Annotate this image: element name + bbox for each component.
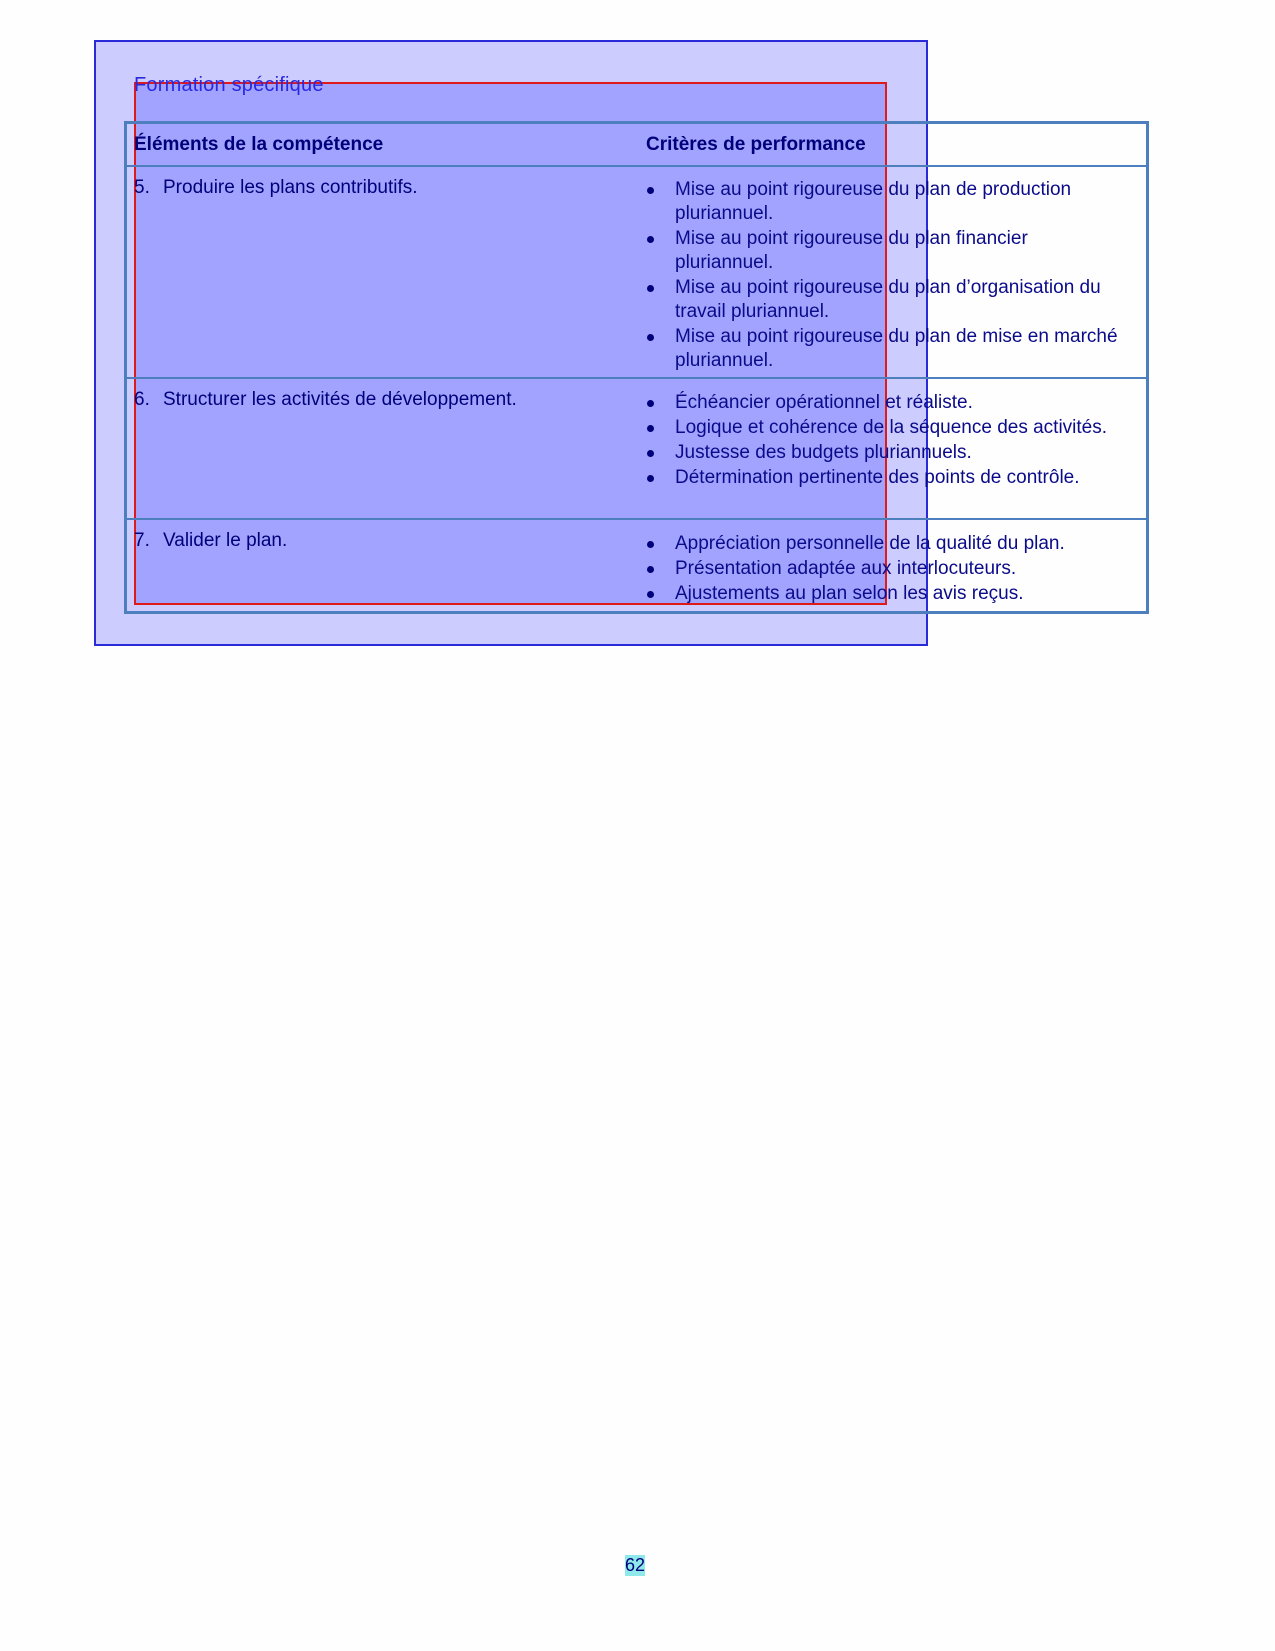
element-text: Valider le plan. xyxy=(163,530,288,551)
criterion-item: Mise au point rigoureuse du plan d’organisation du travail pluriannuel. xyxy=(675,277,1101,322)
element-number: 6. xyxy=(134,389,150,410)
criterion-item: Logique et cohérence de la séquence des activités. xyxy=(675,417,1108,438)
element-5 xyxy=(134,177,418,199)
criterion-item: Échéancier opérationnel et réaliste. xyxy=(675,392,973,413)
column-header-criteria: Critères de performance xyxy=(646,134,866,155)
header-divider xyxy=(124,165,1149,167)
criterion-item: Détermination pertinente des points de contrôle. xyxy=(675,467,1080,488)
element-6 xyxy=(134,389,517,411)
element-7 xyxy=(134,530,287,552)
criterion-item: Présentation adaptée aux interlocuteurs. xyxy=(675,558,1017,579)
criterion-item: Mise au point rigoureuse du plan financier pluriannuel. xyxy=(675,228,1028,273)
element-number: 7. xyxy=(134,530,150,551)
section-title: Formation spécifique xyxy=(134,74,324,96)
criterion-item: Appréciation personnelle de la qualité du plan. xyxy=(675,533,1065,554)
row-divider xyxy=(124,518,1149,520)
criterion-item: Ajustements au plan selon les avis reçus. xyxy=(675,583,1024,604)
page-number: 62 xyxy=(625,1555,646,1575)
column-header-elements: Éléments de la compétence xyxy=(134,134,384,155)
criteria-list-6 xyxy=(646,391,1155,490)
criterion-item: Mise au point rigoureuse du plan de production pluriannuel. xyxy=(675,179,1072,224)
criterion-item: Justesse des budgets pluriannuels. xyxy=(675,442,972,463)
element-number: 5. xyxy=(134,177,150,198)
criteria-list-5 xyxy=(646,178,1125,373)
element-text: Produire les plans contributifs. xyxy=(163,177,418,198)
criteria-list-7 xyxy=(646,532,1125,606)
element-text: Structurer les activités de développement. xyxy=(163,389,517,410)
criterion-item: Mise au point rigoureuse du plan de mise en marché pluriannuel. xyxy=(675,326,1118,371)
row-divider xyxy=(124,377,1149,379)
